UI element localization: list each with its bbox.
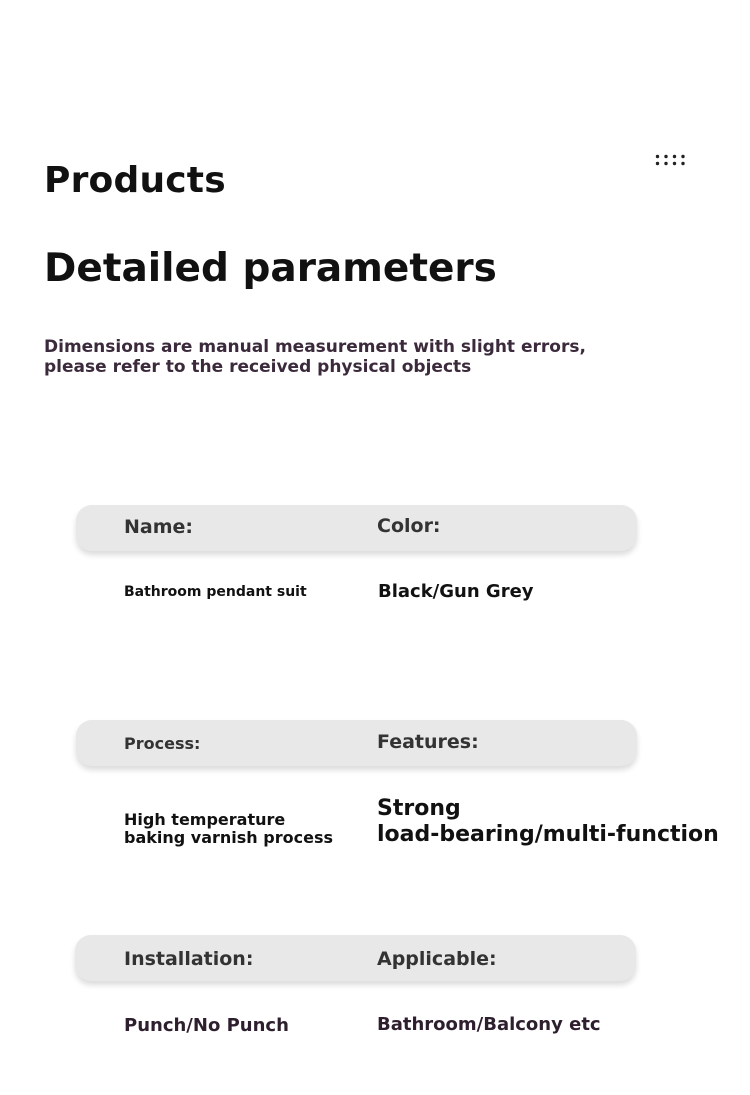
features-value-line-1: Strong bbox=[377, 796, 461, 821]
name-label: Name: bbox=[124, 516, 194, 538]
applicable-label: Applicable: bbox=[377, 948, 497, 970]
process-value-line-2: baking varnish process bbox=[124, 828, 333, 847]
dots-grid-icon[interactable] bbox=[655, 154, 689, 166]
process-value-line-1: High temperature bbox=[124, 810, 286, 829]
features-value bbox=[377, 796, 719, 848]
color-label: Color: bbox=[377, 515, 441, 537]
detailed-parameters-heading: Detailed parameters bbox=[44, 246, 497, 291]
name-value: Bathroom pendant suit bbox=[124, 584, 307, 600]
color-value: Black/Gun Grey bbox=[378, 581, 534, 602]
applicable-value: Bathroom/Balcony etc bbox=[377, 1014, 601, 1035]
process-value bbox=[124, 811, 333, 847]
products-heading: Products bbox=[44, 160, 226, 201]
measurement-note: Dimensions are manual measurement with slight errors, please refer to the received physical objects bbox=[44, 337, 586, 377]
installation-label: Installation: bbox=[124, 948, 254, 970]
installation-value: Punch/No Punch bbox=[124, 1015, 289, 1036]
features-label: Features: bbox=[377, 731, 479, 753]
features-value-line-2: load-bearing/multi-function bbox=[377, 822, 719, 847]
process-label: Process: bbox=[124, 734, 201, 753]
